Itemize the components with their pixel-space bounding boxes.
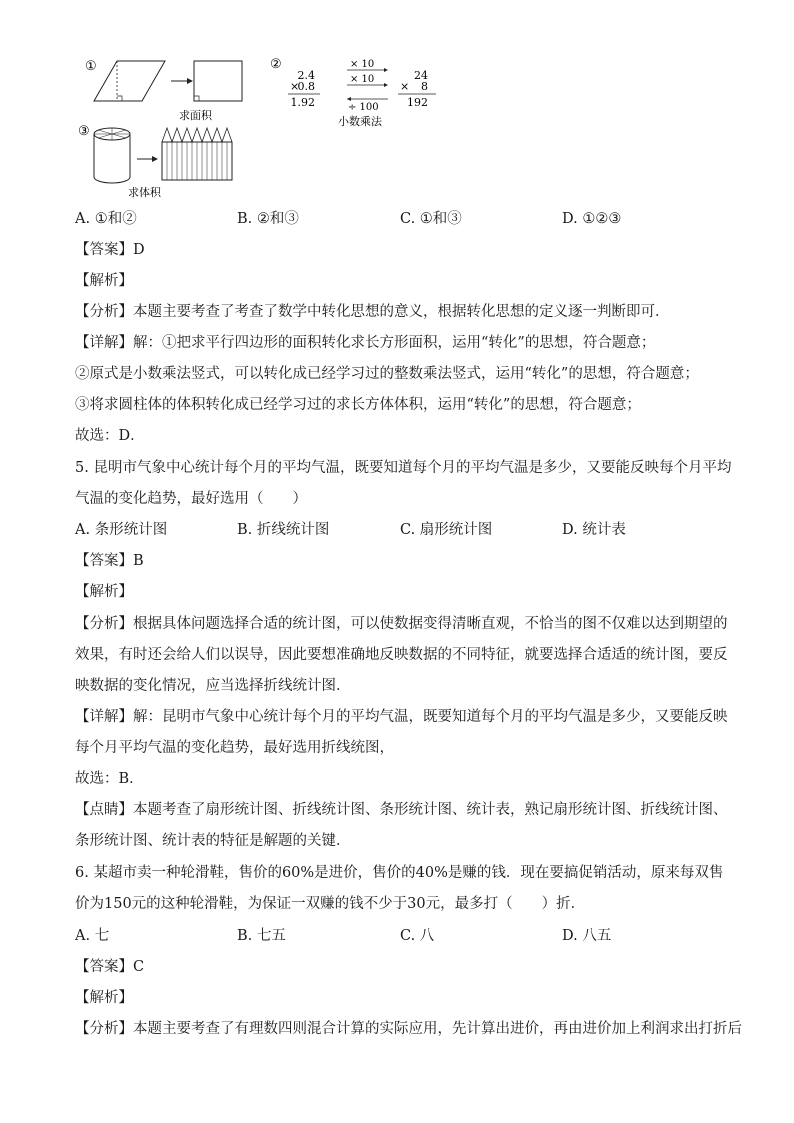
- q6-line-1: 【分析】本题主要考查了有理数四则混合计算的实际应用，先计算出进价，再由进价加上利润求出打折后: [75, 1021, 742, 1037]
- figure-3-caption: 求体积: [128, 186, 161, 199]
- right-operator: ×: [400, 80, 410, 93]
- q6-option-d: D. 八五: [562, 928, 612, 944]
- arrow-label-2: × 10: [350, 74, 375, 85]
- q4-line-3: ②原式是小数乘法竖式，可以转化成已经学习过的整数乘法竖式，运用“转化”的思想，符合题意；: [75, 366, 699, 382]
- q4-option-d: D. ①②③: [562, 211, 622, 227]
- q5-option-d: D. 统计表: [562, 522, 626, 538]
- figure-cylinder-to-cuboid: [75, 122, 255, 200]
- q5-line-2: 效果，有时还会给人们以误导，因此要想准确地反映数据的不同特征，就要选择合适适的统计图，要反: [75, 647, 728, 663]
- arrow-label-3: ÷ 100: [348, 102, 379, 113]
- q5-line-1: 【分析】根据具体问题选择合适的统计图，可以使数据变得清晰直观，不恰当的图不仅难以达到期望的: [75, 616, 728, 632]
- q5-stem-line-1: 5. 昆明市气象中心统计每个月的平均气温，既要知道每个月的平均气温是多少，又要能反映每个月平均: [75, 460, 732, 476]
- q4-line-5: 故选：D．: [75, 428, 145, 444]
- q6-option-c: C. 八: [400, 928, 435, 944]
- q6-analysis-label: 【解析】: [75, 990, 133, 1006]
- left-operator: ×: [290, 80, 300, 93]
- q5-line-4: 【详解】解：昆明市气象中心统计每个月的平均气温，既要知道每个月的平均气温是多少，又要能反映: [75, 709, 728, 725]
- left-multiplicand: 2.4: [297, 69, 315, 82]
- left-multiplier: 0.8: [297, 80, 315, 93]
- q5-stem-line-2: 气温的变化趋势，最好选用（ ）: [75, 491, 307, 507]
- q5-line-3: 映数据的变化情况，应当选择折线统计图．: [75, 678, 351, 694]
- arrow-label-1: × 10: [350, 59, 375, 70]
- right-multiplicand: 24: [414, 69, 428, 82]
- q5-line-8: 条形统计图、统计表的特征是解题的关键．: [75, 833, 351, 849]
- q5-option-c: C. 扇形统计图: [400, 522, 493, 538]
- figure-decimal-multiplication: [270, 55, 450, 130]
- left-product: 1.92: [290, 96, 315, 109]
- q5-answer: 【答案】B: [75, 553, 144, 569]
- q5-option-b: B. 折线统计图: [237, 522, 330, 538]
- q5-line-5: 每个月平均气温的变化趋势，最好选用折线统图，: [75, 740, 394, 756]
- q5-option-a: A. 条形统计图: [75, 522, 168, 538]
- parallelogram-diagram: [80, 55, 260, 123]
- q6-stem-line-2: 价为150元的这种轮滑鞋，为保证一双赚的钱不少于30元，最多打（ ）折．: [75, 896, 586, 912]
- cylinder-diagram: [75, 122, 255, 200]
- right-multiplier: 8: [421, 80, 428, 93]
- q6-answer: 【答案】C: [75, 959, 145, 975]
- q4-line-4: ③将求圆柱体的体积转化成已经学习过的求长方体体积，运用“转化”的思想，符合题意；: [75, 397, 641, 413]
- q5-analysis-label: 【解析】: [75, 584, 133, 600]
- q4-option-c: C. ①和③: [400, 211, 462, 227]
- q4-analysis-label: 【解析】: [75, 273, 133, 289]
- figure-1-marker: ①: [85, 59, 97, 74]
- q6-option-b: B. 七五: [237, 928, 286, 944]
- q6-option-a: A. 七: [75, 928, 110, 944]
- multiplication-diagram: [270, 55, 450, 130]
- right-product: 192: [407, 96, 428, 109]
- q4-option-b: B. ②和③: [237, 211, 299, 227]
- q4-answer: 【答案】D: [75, 242, 145, 258]
- q4-option-a: A. ①和②: [75, 211, 137, 227]
- figure-parallelogram-to-rectangle: [80, 55, 260, 123]
- q5-line-7: 【点睛】本题考查了扇形统计图、折线统计图、条形统计图、统计表，熟记扇形统计图、折线统计图、: [75, 802, 728, 818]
- q5-line-6: 故选：B．: [75, 771, 144, 787]
- figure-2-marker: ②: [270, 57, 282, 72]
- q4-line-1: 【分析】本题主要考查了考查了数学中转化思想的意义，根据转化思想的定义逐一判断即可．: [75, 304, 670, 320]
- figure-1-caption: 求面积: [179, 109, 212, 122]
- q6-stem-line-1: 6. 某超市卖一种轮滑鞋，售价的60%是进价，售价的40%是赚的钱．现在要搞促销活动，原来每双售: [75, 865, 724, 881]
- figure-2-caption: 小数乘法: [338, 115, 382, 128]
- figure-3-marker: ③: [78, 124, 90, 139]
- q4-line-2: 【详解】解：①把求平行四边形的面积转化求长方形面积，运用“转化”的思想，符合题意；: [75, 335, 656, 351]
